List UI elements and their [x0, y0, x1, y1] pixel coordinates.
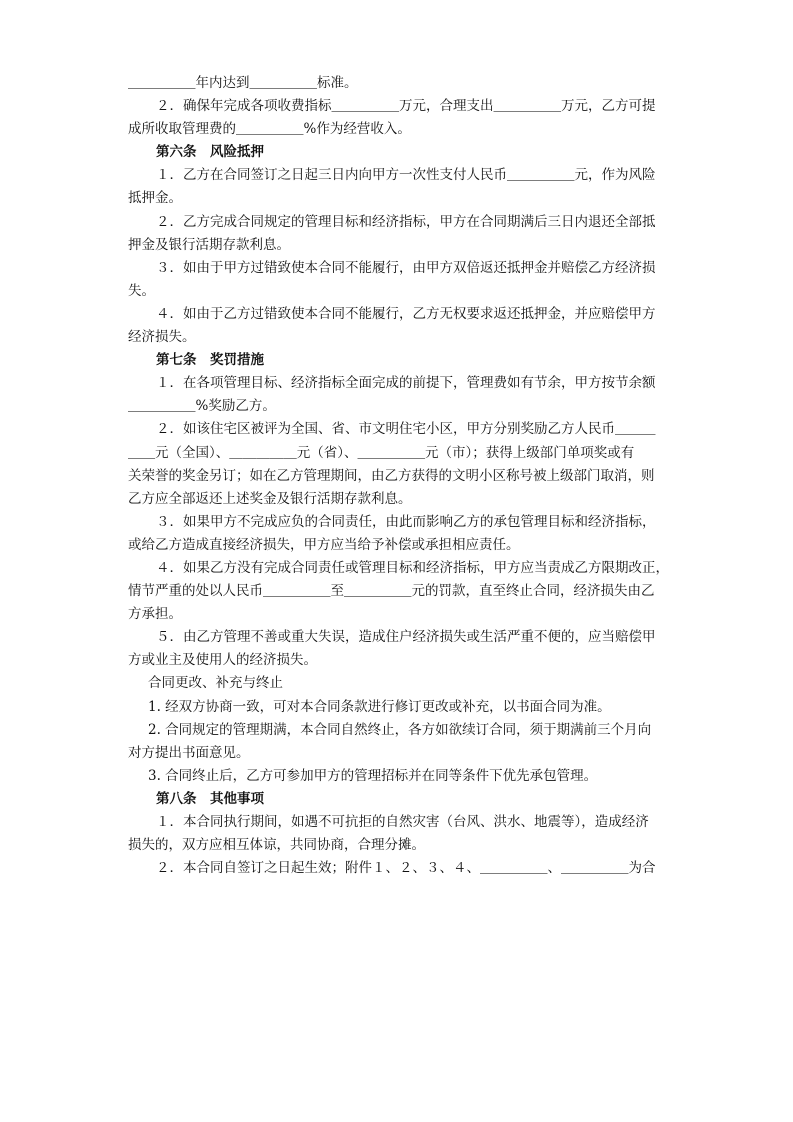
clause-line: ２．如该住宅区被评为全国、省、市文明住宅小区，甲方分别奖励乙方人民币＿＿＿: [156, 421, 656, 438]
text-line: 方或业主及使用人的经济损失。: [128, 652, 317, 669]
document-body: [128, 72, 676, 880]
text-line: 成所收取管理费的＿＿＿＿＿%作为经营收入。: [128, 121, 411, 138]
clause-line: 3. 合同终止后，乙方可参加甲方的管理招标并在同等条件下优先承包管理。: [148, 767, 598, 784]
clause-line: 2. 合同规定的管理期满，本合同自然终止，各方如欲续订合同，须于期满前三个月向: [148, 721, 652, 738]
clause-line: 1. 经双方协商一致，可对本合同条款进行修订更改或补充，以书面合同为准。: [148, 698, 611, 715]
clause-line: ２．乙方完成合同规定的管理目标和经济指标，甲方在合同期满后三日内退还全部抵: [156, 213, 656, 230]
text-line: 损失的，双方应相互体谅，共同协商，合理分摊。: [128, 837, 425, 854]
clause-line: ３．如果甲方不完成应负的合同责任，由此而影响乙方的承包管理目标和经济指标，: [156, 513, 656, 530]
text-line: 失。: [128, 282, 155, 299]
clause-line: １．乙方在合同签订之日起三日内向甲方一次性支付人民币＿＿＿＿＿元，作为风险: [156, 167, 656, 184]
text-line: ＿＿＿＿＿%奖励乙方。: [128, 398, 276, 415]
clause-line: ４．如由于乙方过错致使本合同不能履行，乙方无权要求返还抵押金，并应赔偿甲方: [156, 305, 656, 322]
clause-line: ２．本合同自签订之日起生效；附件１、２、３、４、＿＿＿＿＿、＿＿＿＿＿为合: [156, 860, 656, 877]
clause-line: ５．由乙方管理不善或重大失误，造成住户经济损失或生活严重不便的，应当赔偿甲: [156, 629, 656, 646]
text-line: ＿＿＿＿＿年内达到＿＿＿＿＿标准。: [128, 75, 358, 91]
section-subtitle: 合同更改、补充与终止: [148, 675, 283, 692]
text-line: 对方提出书面意见。: [128, 744, 250, 761]
clause-line: ３．如由于甲方过错致使本合同不能履行，由甲方双倍返还抵押金并赔偿乙方经济损: [156, 259, 656, 276]
text-line: ＿＿元（全国）、＿＿＿＿＿元（省）、＿＿＿＿＿元（市）；获得上级部门单项奖或有: [128, 444, 635, 461]
text-line: 方承担。: [128, 606, 182, 623]
text-line: 抵押金。: [128, 190, 182, 207]
text-line: 经济损失。: [128, 329, 196, 346]
text-line: 情节严重的处以人民币＿＿＿＿＿至＿＿＿＿＿元的罚款，直至终止合同，经济损失由乙: [128, 583, 655, 600]
text-line: 或给乙方造成直接经济损失，甲方应当给予补偿或承担相应责任。: [128, 536, 520, 553]
clause-line: １．本合同执行期间，如遇不可抗拒的自然灾害（台风、洪水、地震等），造成经济: [156, 814, 649, 830]
clause-line: ４．如果乙方没有完成合同责任或管理目标和经济指标，甲方应当责成乙方限期改正，: [156, 559, 669, 576]
article-heading: 第七条 奖罚措施: [156, 352, 264, 369]
text-line: 押金及银行活期存款利息。: [128, 236, 290, 253]
text-line: 关荣誉的奖金另订；如在乙方管理期间，由乙方获得的文明小区称号被上级部门取消，则: [128, 467, 655, 484]
article-heading: 第八条 其他事项: [156, 790, 264, 807]
clause-line: １．在各项管理目标、经济指标全面完成的前提下，管理费如有节余，甲方按节余额: [156, 375, 656, 392]
text-line: 乙方应全部返还上述奖金及银行活期存款利息。: [128, 490, 412, 507]
clause-line: ２．确保年完成各项收费指标＿＿＿＿＿万元，合理支出＿＿＿＿＿万元，乙方可提: [156, 98, 656, 115]
article-heading: 第六条 风险抵押: [156, 144, 264, 161]
